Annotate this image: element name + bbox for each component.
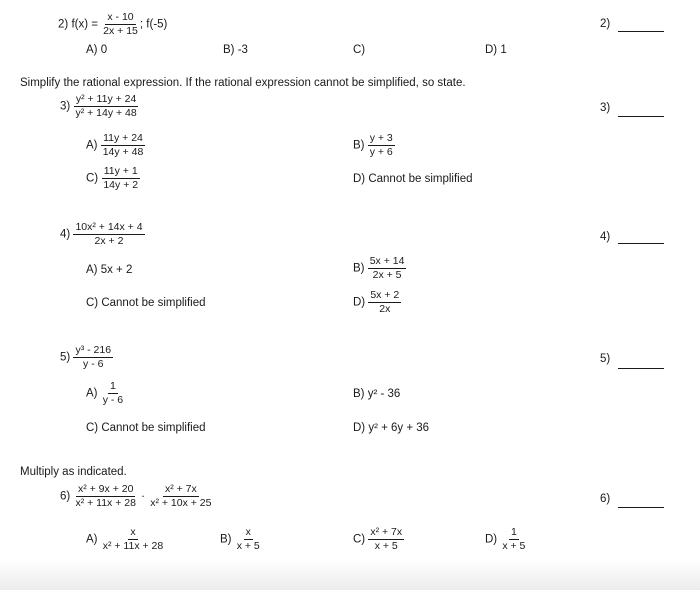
fraction bbox=[368, 133, 395, 158]
fraction bbox=[368, 527, 404, 552]
choice-letter: D) bbox=[353, 296, 366, 309]
choice-c[interactable]: C) Cannot be simplified bbox=[86, 422, 206, 434]
answer-label: 2) bbox=[600, 18, 611, 30]
denominator: y + 6 bbox=[369, 146, 393, 159]
answer-label: 4) bbox=[600, 231, 611, 243]
choice-c[interactable]: C) Cannot be simplified bbox=[86, 297, 206, 309]
choice-letter: C) bbox=[353, 533, 366, 546]
choice-b[interactable]: B) -3 bbox=[223, 44, 248, 56]
choice-letter: B) bbox=[353, 262, 365, 275]
numerator: 5x + 2 bbox=[368, 290, 401, 303]
numerator: 1 bbox=[509, 527, 519, 540]
answer-blank[interactable] bbox=[618, 368, 664, 369]
numerator: x² + 9x + 20 bbox=[76, 484, 135, 497]
denominator: x + 5 bbox=[374, 540, 398, 553]
multiply-dot: · bbox=[141, 490, 145, 503]
question-4 bbox=[60, 222, 145, 247]
numerator: 1 bbox=[108, 381, 118, 394]
question-number: 6) bbox=[60, 490, 71, 503]
fraction bbox=[101, 12, 140, 37]
question-2 bbox=[58, 12, 167, 37]
numerator: y + 3 bbox=[368, 133, 395, 146]
choice-a[interactable] bbox=[86, 527, 165, 552]
denominator: 2x + 5 bbox=[372, 269, 402, 282]
question-6 bbox=[60, 484, 214, 509]
denominator: x² + 10x + 25 bbox=[150, 497, 212, 510]
choice-d[interactable] bbox=[485, 527, 527, 552]
numerator: 11y + 1 bbox=[102, 166, 140, 179]
question-number: 2) bbox=[58, 18, 69, 31]
page-bottom-shadow bbox=[0, 560, 700, 590]
fraction bbox=[101, 381, 125, 406]
answer-label: 5) bbox=[600, 353, 611, 365]
fraction bbox=[73, 94, 138, 119]
question-number: 4) bbox=[60, 228, 71, 241]
choice-a[interactable] bbox=[86, 381, 125, 406]
denominator: x² + 11x + 28 bbox=[75, 497, 136, 510]
fraction bbox=[101, 166, 140, 191]
fraction bbox=[101, 133, 146, 158]
fraction-1 bbox=[73, 484, 138, 509]
question-5 bbox=[60, 345, 113, 370]
choice-b[interactable] bbox=[220, 527, 262, 552]
denominator: 2x + 2 bbox=[94, 235, 124, 248]
choice-letter: B) bbox=[353, 139, 365, 152]
numerator: 11y + 24 bbox=[101, 133, 145, 146]
denominator: 14y + 2 bbox=[103, 179, 139, 192]
choice-d[interactable]: D) 1 bbox=[485, 44, 507, 56]
denominator: 2x bbox=[379, 303, 391, 316]
numerator: x - 10 bbox=[105, 12, 135, 25]
choice-a[interactable]: A) 5x + 2 bbox=[86, 264, 133, 276]
question-3 bbox=[60, 94, 139, 119]
answer-blank[interactable] bbox=[618, 243, 664, 244]
choice-b[interactable]: B) y² - 36 bbox=[353, 388, 401, 400]
fraction bbox=[368, 256, 407, 281]
section-instructions: Simplify the rational expression. If the rational expression cannot be simplified, so state. bbox=[20, 77, 466, 89]
answer-label: 6) bbox=[600, 493, 611, 505]
denominator: x + 5 bbox=[236, 540, 260, 553]
evaluate-at: ; f(-5) bbox=[139, 18, 168, 31]
question-number: 3) bbox=[60, 100, 71, 113]
numerator: x bbox=[244, 527, 253, 540]
numerator: y³ - 216 bbox=[73, 345, 113, 358]
denominator: 14y + 48 bbox=[102, 146, 144, 159]
numerator: x² + 7x bbox=[368, 527, 404, 540]
choice-letter: A) bbox=[86, 139, 98, 152]
choice-b[interactable] bbox=[353, 133, 395, 158]
choice-letter: B) bbox=[220, 533, 232, 546]
fraction bbox=[73, 222, 144, 247]
choice-d[interactable]: D) Cannot be simplified bbox=[353, 173, 473, 185]
choice-a[interactable] bbox=[86, 133, 145, 158]
choice-c[interactable] bbox=[353, 527, 404, 552]
numerator: x² + 7x bbox=[163, 484, 199, 497]
numerator: 10x² + 14x + 4 bbox=[73, 222, 144, 235]
fraction bbox=[368, 290, 401, 315]
choice-b[interactable] bbox=[353, 256, 406, 281]
function-lhs: f(x) = bbox=[71, 18, 98, 31]
numerator: 5x + 14 bbox=[368, 256, 407, 269]
fraction-2 bbox=[148, 484, 213, 509]
choice-d[interactable] bbox=[353, 290, 401, 315]
choice-letter: A) bbox=[86, 387, 98, 400]
denominator: y - 6 bbox=[102, 394, 124, 407]
answer-blank[interactable] bbox=[618, 507, 664, 508]
fraction bbox=[101, 527, 166, 552]
choice-letter: A) bbox=[86, 533, 98, 546]
answer-blank[interactable] bbox=[618, 116, 664, 117]
numerator: y² + 11y + 24 bbox=[74, 94, 139, 107]
denominator: x² + 11x + 28 bbox=[102, 540, 164, 553]
fraction bbox=[500, 527, 527, 552]
denominator: 2x + 15 bbox=[103, 25, 138, 38]
denominator: x + 5 bbox=[502, 540, 526, 553]
choice-a[interactable]: A) 0 bbox=[86, 44, 108, 56]
question-number: 5) bbox=[60, 351, 71, 364]
denominator: y - 6 bbox=[83, 358, 104, 371]
numerator: x bbox=[128, 527, 137, 540]
choice-c[interactable]: C) bbox=[353, 44, 366, 56]
denominator: y² + 14y + 48 bbox=[75, 107, 137, 120]
choice-letter: D) bbox=[485, 533, 498, 546]
choice-c[interactable] bbox=[86, 166, 140, 191]
fraction bbox=[73, 345, 113, 370]
section-instructions: Multiply as indicated. bbox=[20, 466, 127, 478]
answer-blank[interactable] bbox=[618, 31, 664, 32]
answer-label: 3) bbox=[600, 102, 611, 114]
fraction bbox=[235, 527, 262, 552]
choice-d[interactable]: D) y² + 6y + 36 bbox=[353, 422, 430, 434]
choice-letter: C) bbox=[86, 172, 99, 185]
